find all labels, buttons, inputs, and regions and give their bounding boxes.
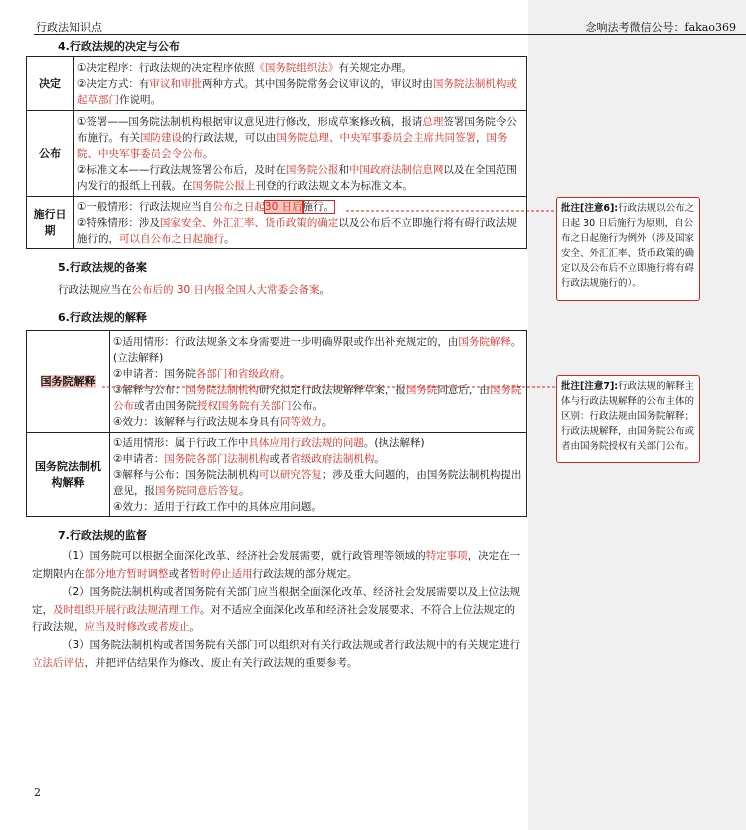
- page-number: 2: [34, 786, 41, 799]
- section-6-title: 6.行政法规的解释: [58, 311, 147, 324]
- comment-text: 行政法规以公布之日起 30 日后施行为原则，自公布之日起施行为例外（涉及国家安全、外汇汇率、货币政策的确定以及公布后不立即施行将有碍行政法规施行的）。: [561, 203, 695, 289]
- comment-tag: [注意6]:: [580, 203, 619, 214]
- highlight-30-days[interactable]: 30 日后: [264, 200, 303, 213]
- comment-text: 行政法规的解释主体与行政法规解释的公布主体的区别：行政法规由国务院解释；行政法规解释，由国务院公布或者由国务院授权有关部门公布。: [561, 381, 695, 452]
- header-title: 行政法知识点: [36, 21, 102, 34]
- comment-tag: [注意7]:: [580, 381, 619, 392]
- section-5-title: 5.行政法规的备案: [58, 261, 147, 274]
- row-legal-affairs-key: 国务院法制机构解释: [27, 433, 110, 517]
- row-decision-key: 决定: [27, 57, 74, 111]
- row-state-council-key: 国务院解释: [27, 331, 110, 433]
- row-state-council-content: ①适用情形：行政法规条文本身需要进一步明确界限或作出补充规定的，由国务院解释。(立法解释) ②申请者：国务院各部门和省级政府。 ③解释与公布：国务院法制机构研究拟定行政法规解释草案，报国务院同意后，由国务院公布或者由国务院授权国务院有关部门公布。 ④效力：该解释与行政法规本身具有同等效力。: [110, 331, 527, 433]
- section-7-para-2: （2）国务院法制机构或者国务院有关部门应当根据全面深化改革、经济社会发展需要以及上位法规定，及时组织开展行政法规清理工作。对不适应全面深化改革和经济社会发展要求、不符合上位法规定的行政法规，应当及时修改或者废止。: [32, 586, 521, 633]
- row-effective-content: ①一般情形：行政法规应当自公布之日起30 日后施行。 ②特殊情形：涉及国家安全、外汇汇率、货币政策的确定以及公布后不立即施行将有碍行政法规施行的，可以自公布之日起施行。: [74, 197, 527, 249]
- row-publish-content: ①签署——国务院法制机构根据审议意见进行修改，形成草案修改稿，报请总理签署国务院令公布施行。有关国防建设的行政法规，可以由国务院总理、中央军事委员会主席共同签署，国务院、中央军事委员会令公布。 ②标准文本——行政法规签署公布后，及时在国务院公报和中国政府法制信息网以及在全国范围内发行的报纸上刊载。在国务院公报上刊登的行政法规文本为标准文本。: [74, 111, 527, 197]
- row-effective-key: 施行日期: [27, 197, 74, 249]
- section-7-para-1: （1）国务院可以根据全面深化改革、经济社会发展需要，就行政管理等领域的特定事项，决定在一定期限内在部分地方暂时调整或者暂时停止适用行政法规的部分规定。: [32, 550, 521, 580]
- comment-label: 批注: [561, 381, 581, 392]
- row-decision-content: ①决定程序：行政法规的决定程序依照《国务院组织法》有关规定办理。 ②决定方式：有审议和审批两种方式。其中国务院常务会议审议的，审议时由国务院法制机构或起草部门作说明。: [74, 57, 527, 111]
- row-legal-affairs-content: ①适用情形：属于行政工作中具体应用行政法规的问题。(执法解释) ②申请者：国务院各部门法制机构或者省级政府法制机构。 ③解释与公布：国务院法制机构可以研究答复；涉及重大问题的，由国务院法制机构提出意见，报国务院同意后答复。 ④效力：适用于行政工作中的具体应用问题。: [110, 433, 527, 517]
- section-7-para-3: （3）国务院法制机构或者国务院有关部门可以组织对有关行政法规或者行政法规中的有关规定进行立法后评估，并把评估结果作为修改、废止有关行政法规的重要参考。: [32, 639, 521, 669]
- header-wechat: 念响法考微信公号：fakao369: [585, 21, 736, 34]
- section-7-title: 7.行政法规的监督: [58, 529, 147, 542]
- section-4-title: 4.行政法规的决定与公布: [58, 40, 180, 53]
- row-publish-key: 公布: [27, 111, 74, 197]
- comment-bubble-6[interactable]: [556, 197, 700, 301]
- comment-label: 批注: [561, 203, 581, 214]
- comment-bubble-7[interactable]: [556, 375, 700, 463]
- section-5-para: 行政法规应当在公布后的 30 日内报全国人大常委会备案。: [58, 284, 331, 296]
